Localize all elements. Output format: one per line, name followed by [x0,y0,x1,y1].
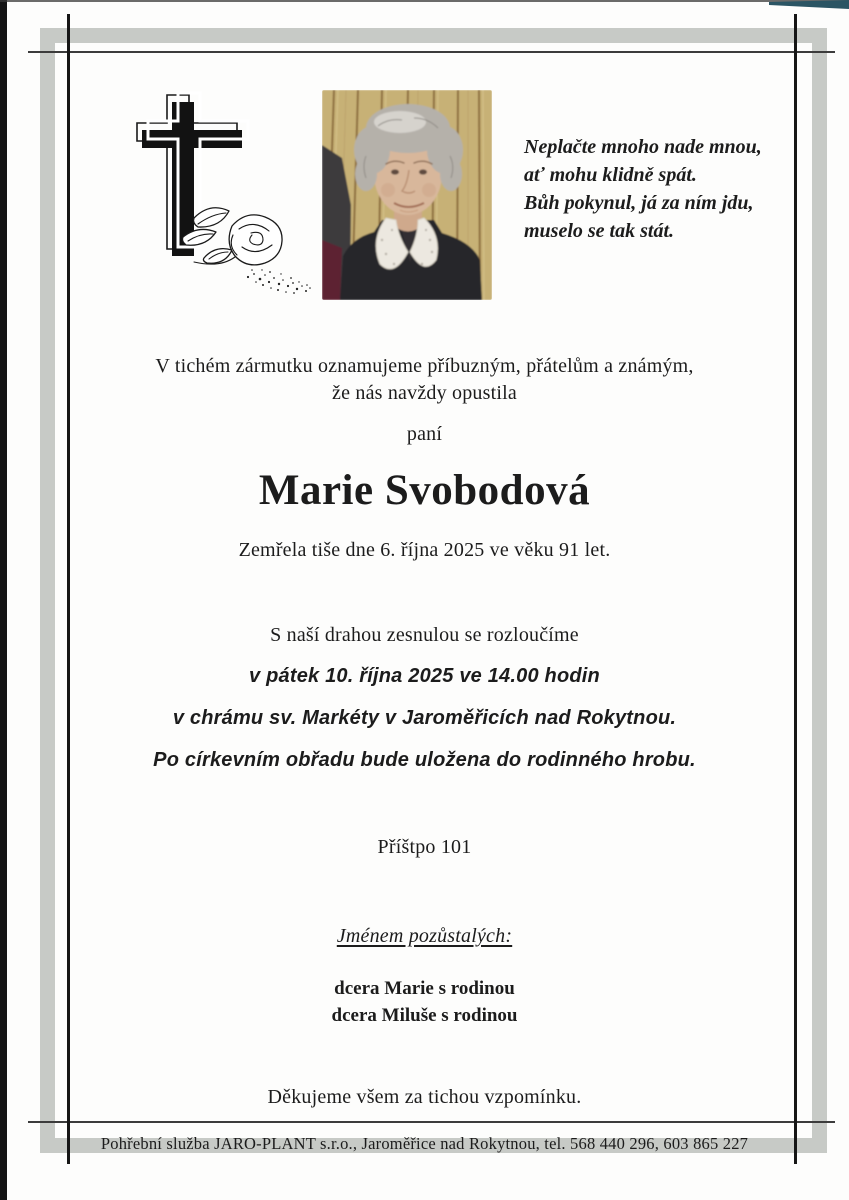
deceased-name: Marie Svobodová [258,467,591,514]
poem-line: muselo se tak stát. [524,220,675,242]
mourners-heading: Jménem pozůstalých: [336,925,513,947]
ceremony-intro: S naší drahou zesnulou se rozloučíme [270,624,579,646]
cross-with-rose-icon [136,86,321,301]
ceremony-place: v chrámu sv. Markéty v Jaroměřicích nad Rokytnou. [172,707,677,729]
funeral-service-footer: Pohřební služba JARO-PLANT s.r.o., Jaroměřice nad Rokytnou, tel. 568 440 296, 603 865 227 [100,1134,749,1153]
scanner-corner-artifact [769,0,849,11]
mourners-list [0,975,849,1029]
death-info: Zemřela tiše dne 6. října 2025 ve věku 91 let. [238,539,611,561]
announcement-intro-line2: že nás navždy opustila [332,382,517,404]
portrait-photo [322,90,492,300]
announcement-intro-line1: V tichém zármutku oznamujeme příbuzným, přátelům a známým, [155,355,694,377]
frame-line-top [28,51,835,53]
poem-line: ať mohu klidně spát. [524,164,697,186]
thanks-message: Děkujeme všem za tichou vzpomínku. [267,1086,582,1108]
mourner-name: dcera Miluše s rodinou [331,1005,518,1026]
mourner-name: dcera Marie s rodinou [334,978,515,999]
frame-line-bottom [28,1121,835,1123]
ceremony-datetime: v pátek 10. října 2025 ve 14.00 hodin [249,665,600,687]
memorial-poem [524,133,774,245]
salutation: paní [406,423,443,445]
poem-line: Neplačte mnoho nade mnou, [524,136,762,158]
ceremony-burial: Po církevním obřadu bude uložena do rodinného hrobu. [153,749,696,771]
poem-line: Bůh pokynul, já za ním jdu, [524,192,754,214]
scan-edge-top [0,0,849,2]
family-address: Příštpo 101 [377,836,472,858]
